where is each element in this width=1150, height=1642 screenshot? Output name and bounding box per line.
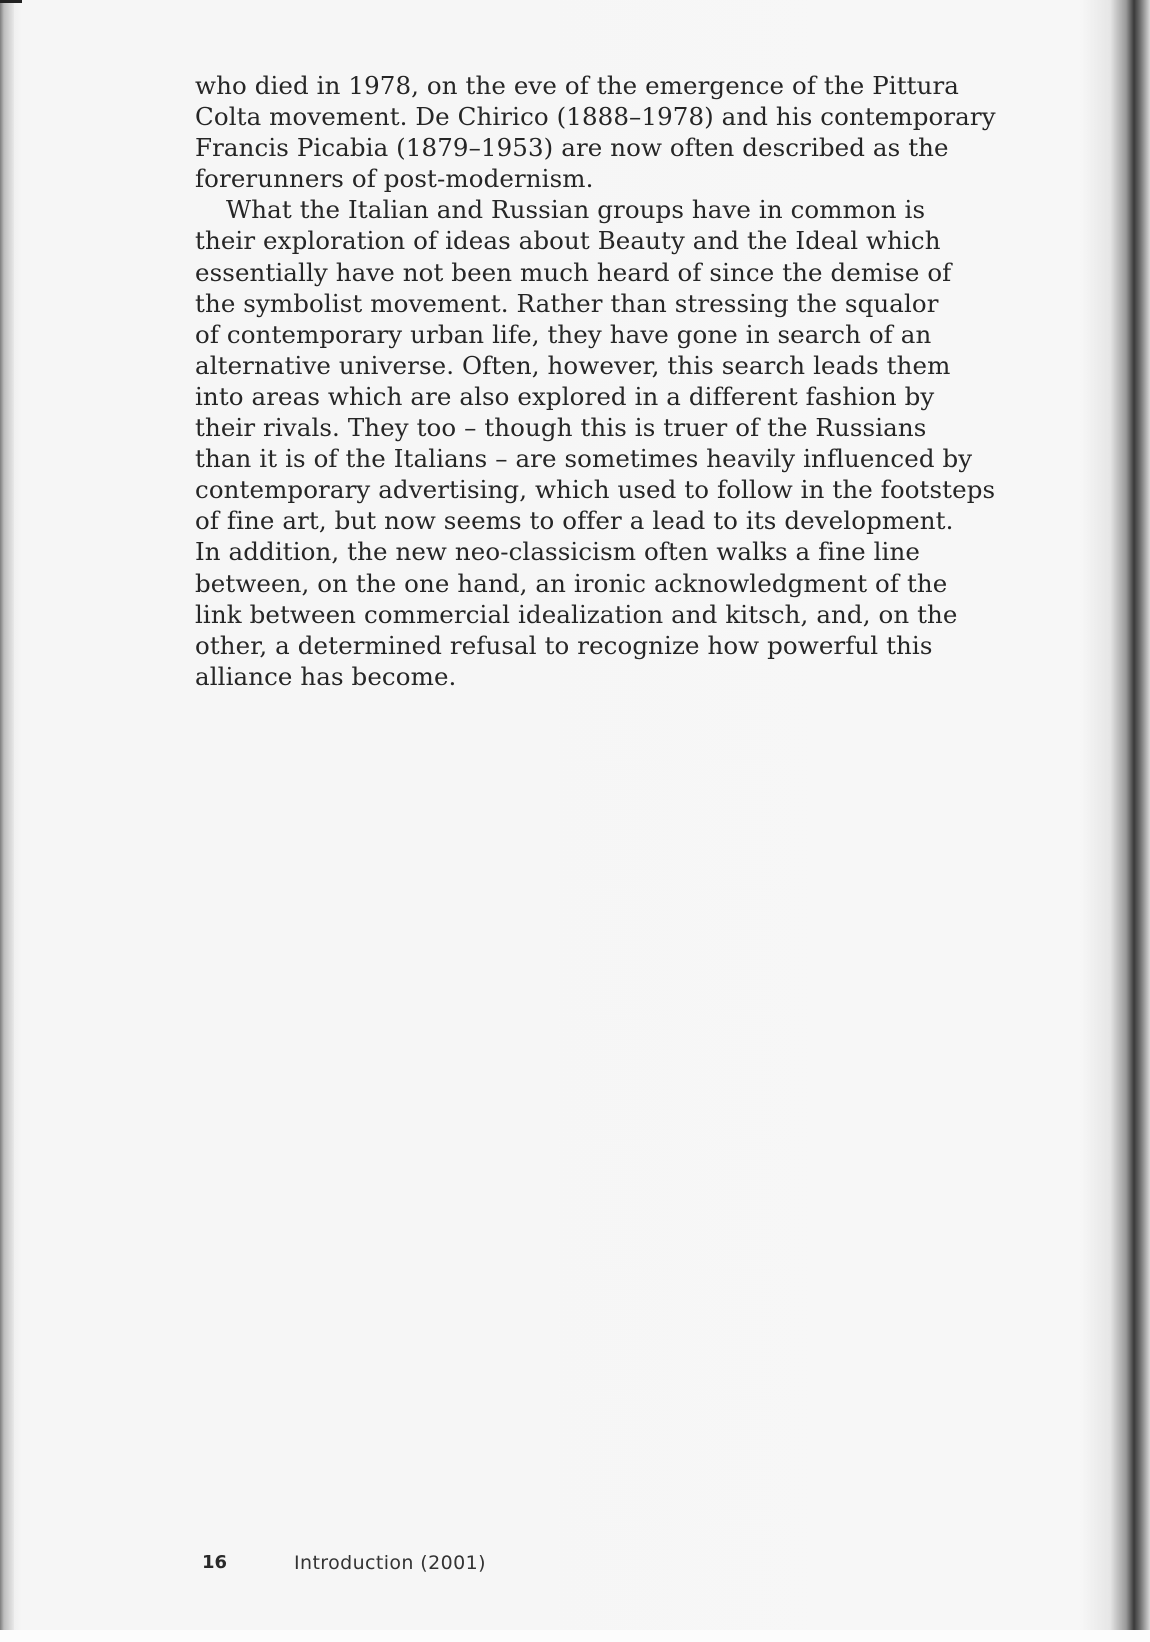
text-line: essentially have not been much heard of since the demise of [195,257,952,287]
text-line: between, on the one hand, an ironic acknowledgment of the [195,568,948,598]
body-text [195,70,996,692]
text-line: alliance has become. [195,661,457,691]
paragraph-2 [195,194,996,692]
page-gutter-shadow [0,0,14,1642]
text-line: than it is of the Italians – are sometimes heavily influenced by [195,444,973,474]
text-line: Colta movement. De Chirico (1888–1978) and his contemporary [195,102,996,132]
text-line: of fine art, but now seems to offer a lead to its development. [195,506,954,536]
running-head: Introduction (2001) [294,1552,486,1574]
text-line: their exploration of ideas about Beauty and the Ideal which [195,226,941,256]
text-line: their rivals. They too – though this is truer of the Russians [195,413,927,443]
scan-corner-mark [0,0,22,3]
text-line: the symbolist movement. Rather than stressing the squalor [195,288,939,318]
text-line: alternative universe. Often, however, this search leads them [195,350,951,380]
text-line: of contemporary urban life, they have gone in search of an [195,319,932,349]
text-line: In addition, the new neo-classicism often walks a fine line [195,537,920,567]
paragraph-1 [195,70,996,194]
page-number: 16 [202,1552,228,1573]
scan-bottom-margin [0,1630,1150,1642]
text-line: other, a determined refusal to recognize how powerful this [195,630,933,660]
text-line: Francis Picabia (1879–1953) are now often described as the [195,133,949,163]
text-line: contemporary advertising, which used to follow in the footsteps [195,475,996,505]
text-line: forerunners of post-modernism. [195,164,594,194]
text-line: into areas which are also explored in a different fashion by [195,381,935,411]
text-line: What the Italian and Russian groups have in common is [226,195,926,225]
text-line: link between commercial idealization and kitsch, and, on the [195,599,958,629]
text-line: who died in 1978, on the eve of the emergence of the Pittura [195,71,960,100]
